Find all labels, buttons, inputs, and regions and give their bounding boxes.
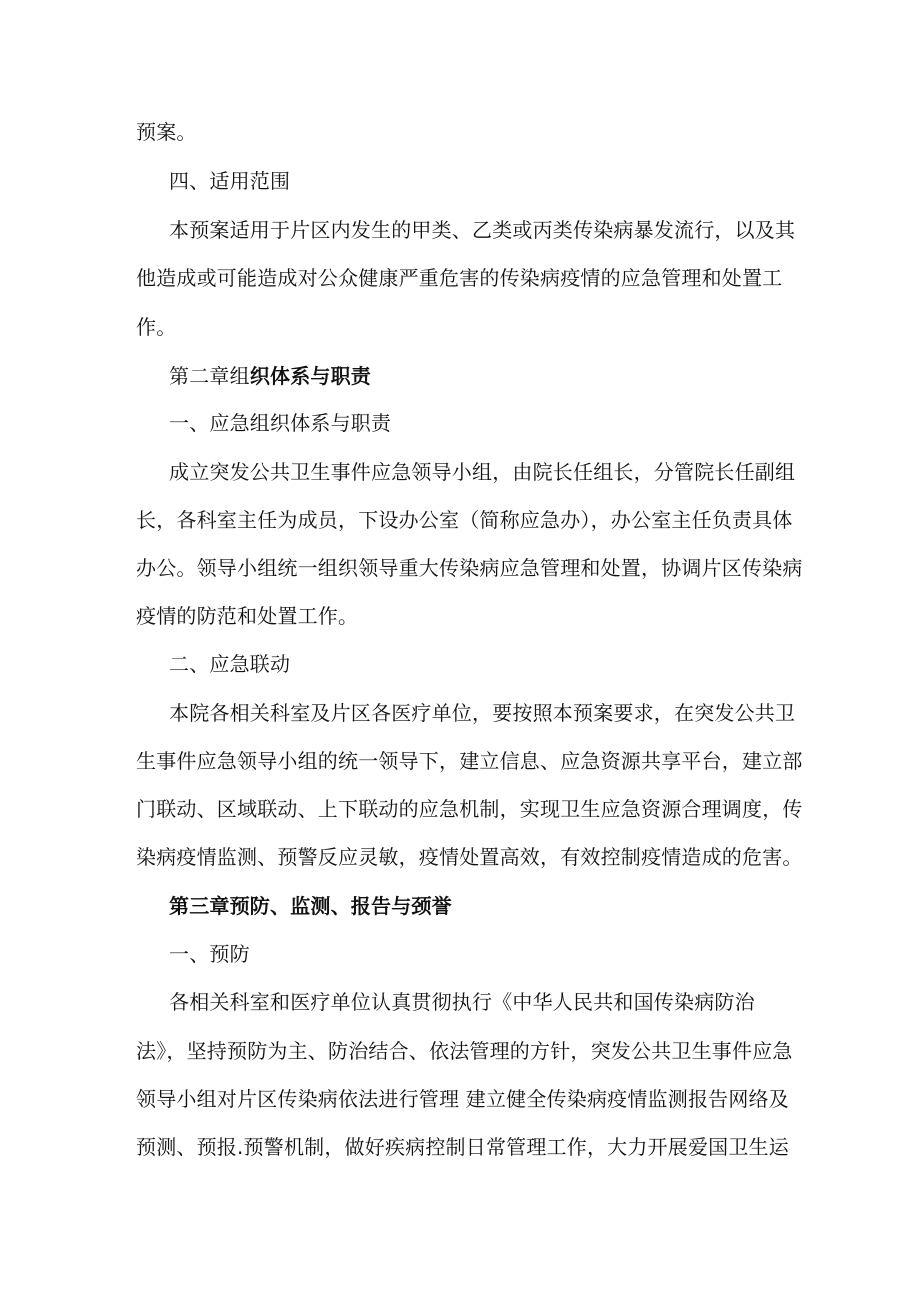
paragraph-line: 生事件应急领导小组的统一领导下，建立信息、应急资源共享平台，建立部 [136,749,803,773]
paragraph-line: 作。 [136,315,177,339]
paragraph-line: 法》，坚持预防为主、防治结合、依法管理的方针，突发公共卫生事件应急 [136,1039,793,1063]
paragraph-line: 成立突发公共卫生事件应急领导小组，由院长任组长，分管院长任副组 [169,460,796,484]
chapter-heading: 第三章预防、监测、报告与颈誉 [169,894,452,918]
paragraph-line: 办公。领导小组统一组织领导重大传染病应急管理和处置，协调片区传染病 [136,556,803,580]
paragraph-line: 预案。 [136,120,197,144]
paragraph-line: 门联动、区域联动、上下联动的应急机制，实现卫生应急资源合理调度，传 [136,797,803,821]
paragraph-line: 本院各相关科室及片区各医疗单位，要按照本预案要求，在突发公共卫 [169,701,796,725]
chapter-heading [169,364,371,388]
section-heading: 一、预防 [169,942,250,966]
paragraph-line: 各相关科室和医疗单位认真贯彻执行《中华人民共和国传染病防治 [169,990,755,1014]
section-heading: 四、适用范围 [169,169,291,193]
paragraph-line: 疫情的防范和处置工作。 [136,604,359,628]
section-heading: 一、应急组织体系与职责 [169,411,392,435]
paragraph-line: 他造成或可能造成对公众健康严重危害的传染病疫情的应急管理和处置工 [136,266,783,290]
paragraph-line: 本预案适用于片区内发生的甲类、乙类或丙类传染病暴发流行，以及其 [169,218,796,242]
paragraph-line: 预测、预报.预警机制，做好疾病控制日常管理工作，大力开展爱国卫生运 [136,1135,789,1159]
paragraph-line: 染病疫情监测、预警反应灵敏，疫情处置高效，有效控制疫情造成的危害。 [136,845,803,869]
paragraph-line: 领导小组对片区传染病依法进行管理 建立健全传染病疫情监测报告网络及 [136,1087,789,1111]
chapter-heading-bold: 织体系与职责 [249,364,372,388]
paragraph-line: 长，各科室主任为成员，下设办公室（简称应急办），办公室主任负责具体 [136,508,793,532]
chapter-heading-plain: 第二章组 [169,364,250,388]
section-heading: 二、应急联动 [169,652,291,676]
